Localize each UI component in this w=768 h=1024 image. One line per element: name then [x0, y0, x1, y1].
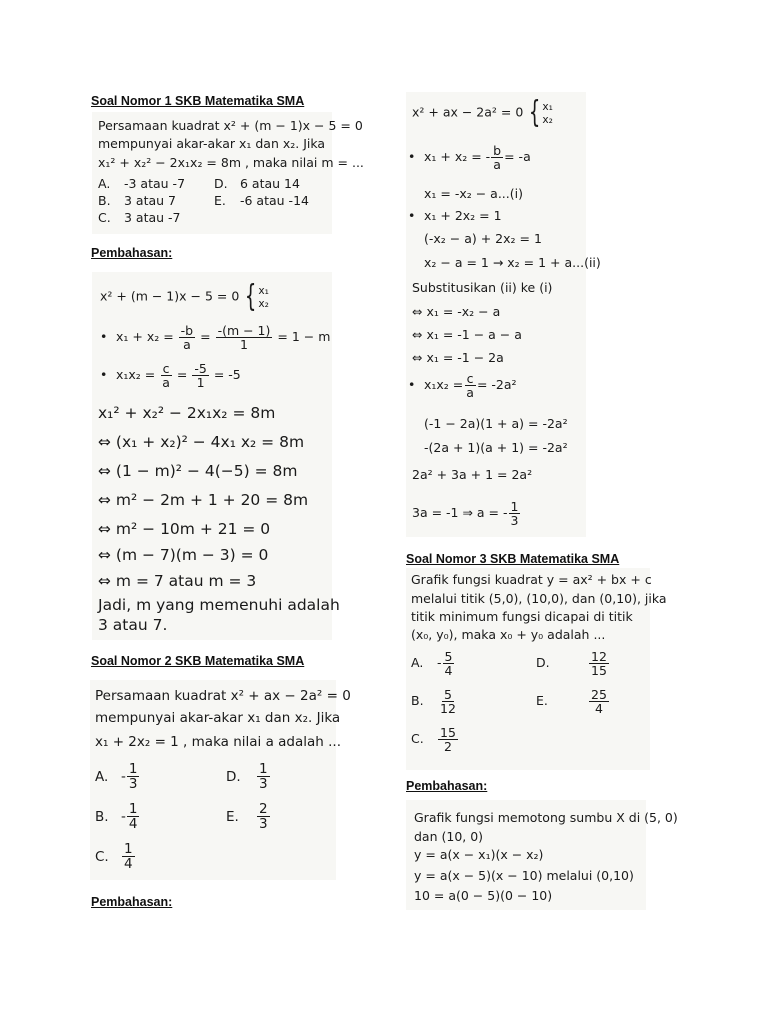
soal3-option-b: B. $\frac{5}{12}$: [411, 687, 456, 717]
pembahasan1-conclusion: 3 atau 7.: [98, 616, 168, 634]
pembahasan1-step: ⇔ m² − 2m + 1 + 20 = 8m: [98, 491, 309, 509]
soal3-question-line1: Grafik fungsi kuadrat y = ax² + bx + c: [411, 572, 652, 587]
root-x1: x₁: [258, 283, 269, 297]
soal2-option-e: E. $\frac{2}{3}$: [226, 801, 268, 833]
soal1-option-c: C. 3 atau -7: [98, 210, 181, 225]
soal3-question-line4: (x₀, y₀), maka x₀ + y₀ adalah ...: [411, 627, 606, 642]
pembahasan2-product-roots: • x₁x₂ = $\frac{c}{a}$ = -2a²: [408, 371, 517, 401]
pembahasan2-sum-roots: • x₁ + x₂ = - $\frac{b}{a}$ = -a: [408, 143, 531, 173]
root-x2: x₂: [258, 297, 269, 310]
pembahasan2-box: [406, 92, 601, 537]
pembahasan2-product-step: (-1 − 2a)(1 + a) = -2a²: [424, 416, 568, 431]
soal1-heading: Soal Nomor 1 SKB Matematika SMA: [91, 94, 305, 108]
soal2-heading: Soal Nomor 2 SKB Matematika SMA: [91, 654, 305, 668]
soal2-question-line3: x₁ + 2x₂ = 1 , maka nilai a adalah ...: [95, 734, 342, 750]
pembahasan2-sub-step: ⇔ x₁ = -x₂ − a: [412, 304, 501, 319]
pembahasan2-sub-step: ⇔ x₁ = -1 − a − a: [412, 327, 522, 342]
pembahasan3-line: 10 = a(0 − 5)(0 − 10): [414, 888, 553, 903]
pembahasan3-line: y = a(x − 5)(x − 10) melalui (0,10): [414, 868, 634, 883]
pembahasan1-box: [92, 272, 340, 640]
pembahasan1-step: ⇔ (1 − m)² − 4(−5) = 8m: [98, 462, 298, 480]
pembahasan2-equation: x² + ax − 2a² = 0 { x₁ x₂: [412, 95, 553, 130]
soal3-option-c: C. $\frac{15}{2}$: [411, 725, 456, 755]
pembahasan1-step: ⇔ (x₁ + x₂)² − 4x₁ x₂ = 8m: [98, 433, 305, 451]
soal3-question-line3: titik minimum fungsi dicapai di titik: [411, 609, 633, 624]
soal2-option-d: D. $\frac{1}{3}$: [226, 761, 268, 793]
pembahasan2-eq-ii: x₂ − a = 1 → x₂ = 1 + a...(ii): [424, 255, 601, 270]
soal3-option-a: A. - $\frac{5}{4}$: [411, 649, 453, 679]
pembahasan2-condition: • x₁ + 2x₂ = 1: [408, 208, 502, 223]
soal3-question-line2: melalui titik (5,0), (10,0), dan (0,10), jika: [411, 591, 667, 606]
pembahasan2-result: 3a = -1 ⇒ a = - $\frac{1}{3}$: [412, 499, 519, 529]
pembahasan2-eq-i: x₁ = -x₂ − a...(i): [424, 186, 523, 201]
soal3-option-e: E. $\frac{25}{4}$: [536, 687, 607, 717]
soal1-question-line1: Persamaan kuadrat x² + (m − 1)x − 5 = 0: [98, 118, 363, 133]
pembahasan2-condition-step: (-x₂ − a) + 2x₂ = 1: [424, 231, 542, 246]
pembahasan1-product-roots: • x₁x₂ = $\frac{c}{a}$ = $\frac{-5}{1}$ = -5: [100, 361, 241, 391]
pembahasan1-step: ⇔ (m − 7)(m − 3) = 0: [98, 546, 269, 564]
pembahasan3-heading: Pembahasan:: [406, 779, 488, 793]
soal1-option-a: A. -3 atau -7: [98, 176, 186, 191]
pembahasan1-step: ⇔ m = 7 atau m = 3: [98, 572, 257, 590]
soal1-question-line3: x₁² + x₂² − 2x₁x₂ = 8m , maka nilai m = ...: [98, 155, 364, 170]
soal1-option-d: D. 6 atau 14: [214, 176, 300, 191]
soal1-question-line2: mempunyai akar-akar x₁ dan x₂. Jika: [98, 136, 326, 151]
pembahasan3-box: [406, 800, 678, 910]
soal2-question-line2: mempunyai akar-akar x₁ dan x₂. Jika: [95, 710, 341, 726]
root-x1: x₁: [542, 99, 553, 113]
pembahasan3-line: Grafik fungsi memotong sumbu X di (5, 0): [414, 810, 678, 825]
soal2-question-box: [90, 680, 351, 880]
soal3-option-d: D. $\frac{12}{15}$: [536, 649, 607, 679]
soal3-question-box: [406, 568, 667, 770]
pembahasan2-heading: Pembahasan:: [91, 895, 173, 909]
pembahasan2-product-step: -(2a + 1)(a + 1) = -2a²: [424, 440, 568, 455]
pembahasan1-sum-roots: • x₁ + x₂ = $\frac{-b}{a}$ = $\frac{-(m - 1)}{1}$ = 1 − m: [100, 323, 331, 353]
pembahasan1-conclusion: Jadi, m yang memenuhi adalah: [98, 596, 340, 614]
pembahasan1-step: ⇔ m² − 10m + 21 = 0: [98, 520, 271, 538]
soal1-question-box: [92, 112, 364, 234]
pembahasan2-substitute: Substitusikan (ii) ke (i): [412, 280, 553, 295]
pembahasan3-line: y = a(x − x₁)(x − x₂): [414, 847, 544, 862]
soal2-option-b: B. - $\frac{1}{4}$: [95, 801, 138, 833]
soal1-option-b: B. 3 atau 7: [98, 193, 176, 208]
pembahasan3-line: dan (10, 0): [414, 829, 484, 844]
soal2-option-c: C. $\frac{1}{4}$: [95, 841, 133, 873]
pembahasan2-sub-step: ⇔ x₁ = -1 − 2a: [412, 350, 504, 365]
soal2-option-a: A. - $\frac{1}{3}$: [95, 761, 138, 793]
pembahasan1-equation: x² + (m − 1)x − 5 = 0 { x₁ x₂: [100, 279, 269, 314]
soal2-question-line1: Persamaan kuadrat x² + ax − 2a² = 0: [95, 688, 351, 704]
soal1-option-e: E. -6 atau -14: [214, 193, 309, 208]
root-x2: x₂: [542, 113, 553, 126]
pembahasan1-heading: Pembahasan:: [91, 246, 173, 260]
pembahasan2-product-step: 2a² + 3a + 1 = 2a²: [412, 467, 533, 482]
pembahasan1-step: x₁² + x₂² − 2x₁x₂ = 8m: [98, 404, 276, 422]
soal3-heading: Soal Nomor 3 SKB Matematika SMA: [406, 552, 620, 566]
